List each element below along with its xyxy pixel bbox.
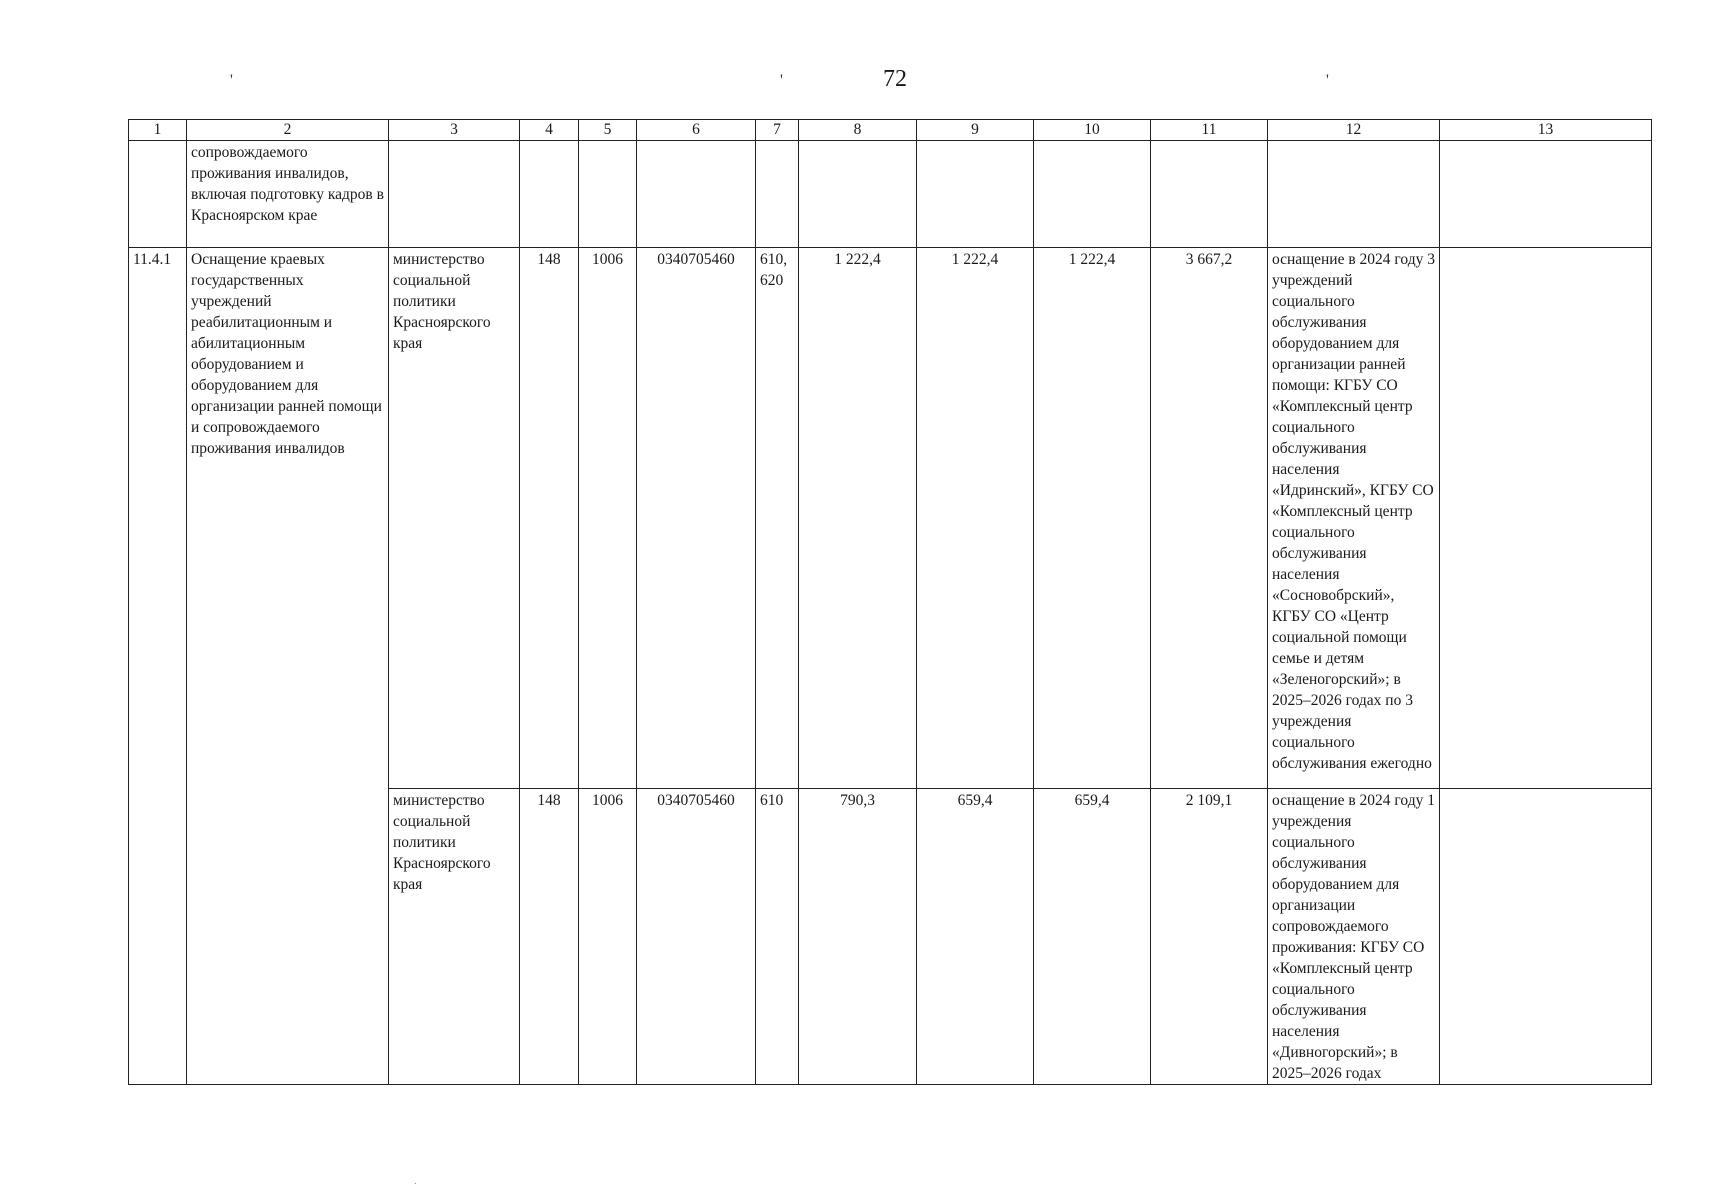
scan-speck: ' — [230, 72, 233, 89]
cell-empty — [579, 141, 637, 248]
cell-empty — [129, 141, 187, 248]
scan-speck: . — [414, 1175, 417, 1187]
executor: министерство социальной политики Красноярского края — [389, 248, 520, 789]
cell-empty — [1034, 141, 1151, 248]
note — [1440, 248, 1652, 789]
amount-2024: 790,3 — [799, 789, 917, 1085]
cell-empty — [1151, 141, 1268, 248]
activity-name: Оснащение краевых государственных учреждений реабилитационным и абилитационным оборудованием и оборудованием для организации ранней помощи и сопровождаемого проживания инвалидов — [187, 248, 389, 1085]
cell-empty — [1440, 141, 1652, 248]
amount-2026: 1 222,4 — [1034, 248, 1151, 789]
csr-code: 0340705460 — [637, 248, 756, 789]
column-number: 1 — [129, 120, 187, 141]
column-number: 6 — [637, 120, 756, 141]
executor: министерство социальной политики Красноярского края — [389, 789, 520, 1085]
amount-2026: 659,4 — [1034, 789, 1151, 1085]
scan-speck: ' — [1326, 72, 1329, 89]
amount-2025: 1 222,4 — [917, 248, 1034, 789]
cell-empty — [389, 141, 520, 248]
column-number: 8 — [799, 120, 917, 141]
column-number: 11 — [1151, 120, 1268, 141]
cell-empty — [520, 141, 579, 248]
page-number: 72 — [883, 66, 907, 92]
expected-result: оснащение в 2024 году 3 учреждений социального обслуживания оборудованием для организации ранней помощи: КГБУ СО «Комплексный центр социального обслуживания населения «Идринский», КГБУ СО «Комплексный центр социального обслуживания населения «Сосновобрский», КГБУ СО «Центр социальной помощи семье и детям «Зеленогорский»; в 2025–2026 годах по 3 учреждения социального обслуживания ежегодно — [1268, 248, 1440, 789]
note — [1440, 789, 1652, 1085]
activity-name-continued: сопровождаемого проживания инвалидов, включая подготовку кадров в Красноярском крае — [187, 141, 389, 248]
grbs-code: 148 — [520, 248, 579, 789]
expected-result: оснащение в 2024 году 1 учреждения социального обслуживания оборудованием для организации сопровождаемого проживания: КГБУ СО «Комплексный центр социального обслуживания населения «Дивногорский»; в 2025–2026 годах — [1268, 789, 1440, 1085]
table-row — [129, 248, 1652, 789]
column-number-row — [129, 120, 1652, 141]
column-number: 2 — [187, 120, 389, 141]
column-number: 13 — [1440, 120, 1652, 141]
column-number: 4 — [520, 120, 579, 141]
amount-2024: 1 222,4 — [799, 248, 917, 789]
column-number: 12 — [1268, 120, 1440, 141]
scan-speck: ' — [780, 72, 783, 89]
cell-empty — [917, 141, 1034, 248]
column-number: 7 — [756, 120, 799, 141]
rzpr-code: 1006 — [579, 248, 637, 789]
vr-code: 610 — [756, 789, 799, 1085]
cell-empty — [637, 141, 756, 248]
rzpr-code: 1006 — [579, 789, 637, 1085]
table-row-continued — [129, 141, 1652, 248]
activity-number: 11.4.1 — [129, 248, 187, 1085]
cell-empty — [756, 141, 799, 248]
vr-code: 610, 620 — [756, 248, 799, 789]
cell-empty — [799, 141, 917, 248]
amount-total: 2 109,1 — [1151, 789, 1268, 1085]
column-number: 10 — [1034, 120, 1151, 141]
column-number: 3 — [389, 120, 520, 141]
program-activities-table — [128, 119, 1652, 1085]
cell-empty — [1268, 141, 1440, 248]
column-number: 9 — [917, 120, 1034, 141]
grbs-code: 148 — [520, 789, 579, 1085]
csr-code: 0340705460 — [637, 789, 756, 1085]
column-number: 5 — [579, 120, 637, 141]
amount-total: 3 667,2 — [1151, 248, 1268, 789]
amount-2025: 659,4 — [917, 789, 1034, 1085]
